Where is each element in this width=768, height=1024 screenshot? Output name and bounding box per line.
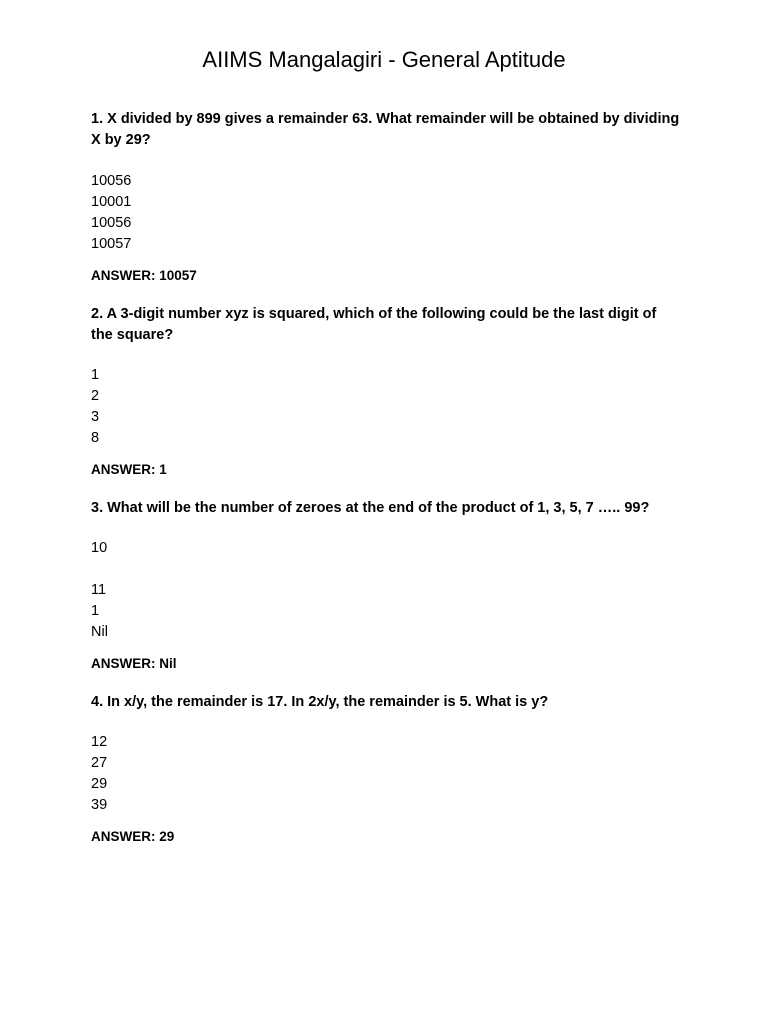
question-block-4 [91,692,681,847]
question-block-2 [91,304,681,480]
option-list [91,171,681,255]
answer-text: ANSWER: 10057 [91,268,197,283]
option-spacer [91,559,681,580]
question-text: 4. In x/y, the remainder is 17. In 2x/y, the remainder is 5. What is y? [91,694,549,710]
option-item: 10001 [91,194,132,210]
option-item: 10 [91,540,108,556]
option-list [91,732,681,816]
question-text: 3. What will be the number of zeroes at the end of the product of 1, 3, 5, 7 ….. 99? [91,500,650,516]
option-item: 3 [91,409,100,425]
option-item: Nil [91,624,108,640]
option-item: 10056 [91,173,132,189]
question-text: 2. A 3-digit number xyz is squared, which of the following could be the last digit of the square? [91,306,657,343]
option-item: 2 [91,388,100,404]
option-item: 29 [91,776,108,792]
question-block-3 [91,498,681,674]
option-item: 10057 [91,236,132,252]
option-item: 1 [91,367,100,383]
question-text: 1. X divided by 899 gives a remainder 63. What remainder will be obtained by dividing X by 29? [91,111,680,148]
question-list [91,109,681,865]
option-item: 27 [91,755,108,771]
answer-text: ANSWER: 1 [91,462,167,477]
option-list [91,538,681,643]
option-item: 12 [91,734,108,750]
document-title: AIIMS Mangalagiri - General Aptitude [202,47,566,72]
question-block-1 [91,109,681,286]
option-item: 10056 [91,215,132,231]
answer-text: ANSWER: Nil [91,656,177,671]
option-list [91,365,681,449]
answer-text: ANSWER: 29 [91,829,175,844]
option-item: 8 [91,430,100,446]
option-item: 11 [91,582,107,598]
option-item: 1 [91,603,100,619]
option-item: 39 [91,797,108,813]
